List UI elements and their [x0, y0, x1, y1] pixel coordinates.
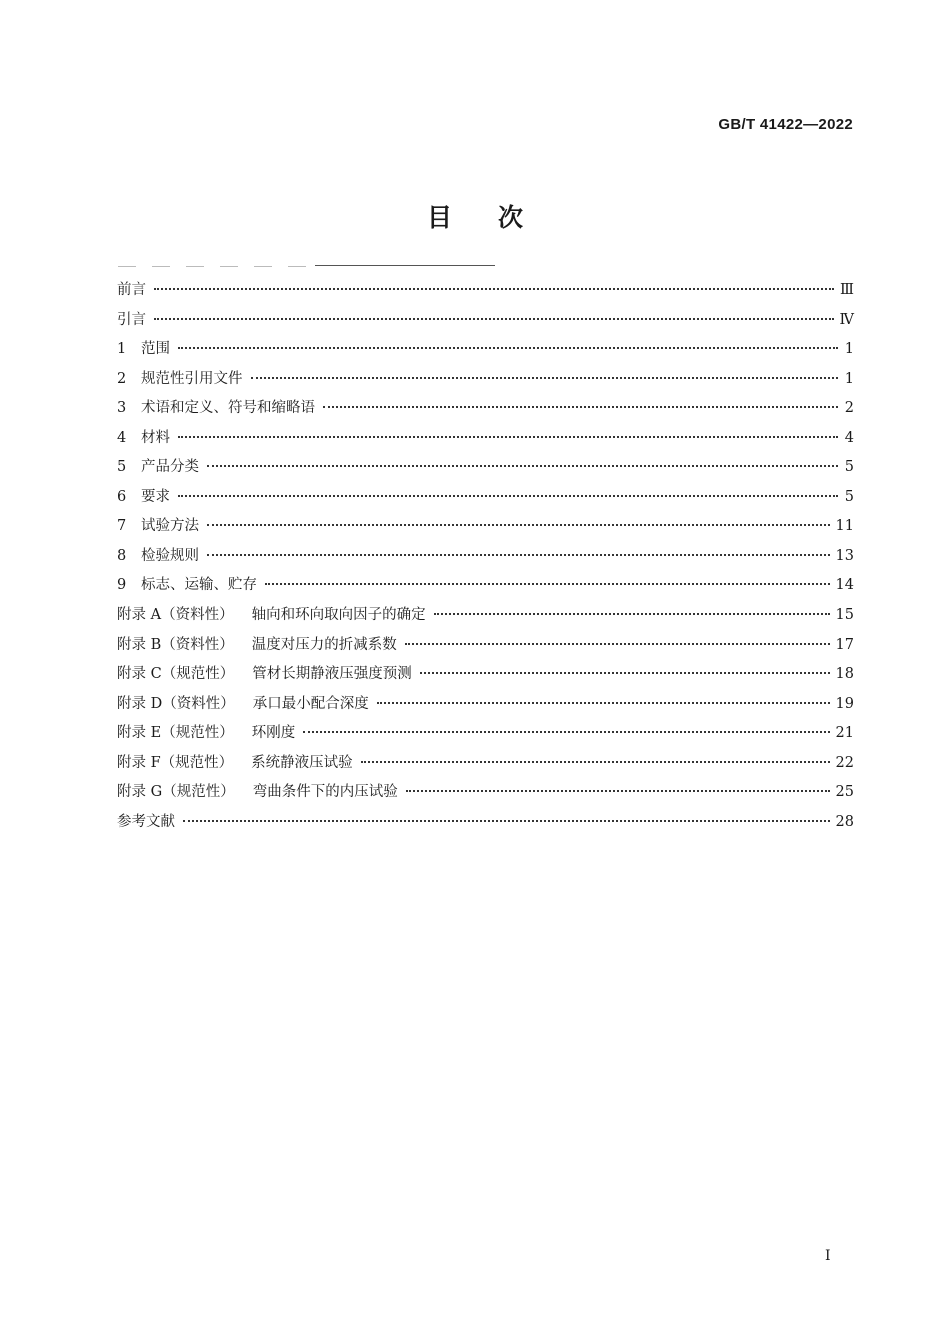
toc-entry-number: 4 — [117, 429, 127, 446]
toc-page-number: 5 — [844, 488, 854, 505]
scan-artifact — [118, 266, 308, 267]
toc-leader-dots — [377, 702, 830, 704]
toc-entry[interactable] — [117, 485, 854, 515]
toc-leader-dots — [406, 790, 830, 792]
toc-entry[interactable] — [117, 367, 854, 397]
toc-page-number: 13 — [835, 547, 854, 564]
toc-entry-label: 承口最小配合深度 — [252, 695, 369, 712]
toc-entry[interactable] — [117, 633, 854, 663]
toc-annex-type: 附录 D（资料性） — [117, 695, 235, 712]
toc-page-number: 21 — [835, 725, 854, 742]
toc-entry[interactable] — [117, 337, 854, 367]
toc-leader-dots — [265, 583, 830, 585]
toc-entry[interactable] — [117, 662, 854, 692]
toc-annex-type: 附录 A（资料性） — [117, 607, 234, 624]
toc-entry-label: 检验规则 — [141, 547, 199, 564]
toc-entry-label: 温度对压力的折减系数 — [251, 636, 397, 653]
toc-page-number: 19 — [835, 695, 854, 712]
toc-leader-dots — [207, 554, 830, 556]
toc-annex-type: 附录 B（资料性） — [117, 636, 234, 653]
toc-leader-dots — [207, 465, 838, 467]
toc-entry-number: 6 — [117, 488, 127, 505]
toc-entry-number: 3 — [117, 400, 127, 417]
toc-entry-label: 产品分类 — [141, 459, 199, 476]
toc-leader-dots — [154, 288, 834, 290]
toc-page-number: 1 — [844, 370, 854, 387]
toc-entry[interactable] — [117, 780, 854, 810]
scan-artifact-line — [315, 265, 495, 266]
toc-entry-label: 前言 — [117, 282, 146, 298]
toc-page-number: 4 — [844, 429, 854, 446]
toc-leader-dots — [303, 731, 829, 733]
toc-entry[interactable] — [117, 455, 854, 485]
toc-leader-dots — [183, 820, 830, 822]
toc-leader-dots — [251, 377, 839, 379]
toc-entry[interactable] — [117, 603, 854, 633]
toc-leader-dots — [405, 643, 830, 645]
toc-entry[interactable] — [117, 573, 854, 603]
toc-page-number: Ⅳ — [839, 311, 854, 328]
toc-entry[interactable] — [117, 544, 854, 574]
toc-page-number: Ⅲ — [840, 282, 854, 298]
toc-annex-type: 附录 G（规范性） — [117, 784, 235, 801]
toc-page-number: 18 — [835, 666, 854, 683]
toc-leader-dots — [323, 406, 838, 408]
standard-code: GB/T 41422—2022 — [718, 116, 853, 133]
toc-page-number: 5 — [844, 459, 854, 476]
toc-entry-label: 弯曲条件下的内压试验 — [252, 784, 398, 801]
toc-entry-label: 要求 — [141, 488, 170, 505]
toc-leader-dots — [178, 495, 838, 497]
toc-leader-dots — [178, 347, 838, 349]
toc-entry-number: 2 — [117, 370, 127, 387]
toc-entry-label: 标志、运输、贮存 — [141, 577, 257, 594]
toc-page-number: 25 — [835, 784, 854, 801]
toc-page-number: 17 — [835, 636, 854, 653]
toc-entry[interactable] — [117, 308, 854, 338]
toc-entry-label: 试验方法 — [141, 518, 199, 535]
toc-leader-dots — [178, 436, 838, 438]
toc-entry-number: 5 — [117, 459, 127, 476]
toc-leader-dots — [420, 672, 830, 674]
toc-entry[interactable] — [117, 514, 854, 544]
toc-annex-type: 附录 F（规范性） — [117, 754, 234, 771]
toc-entry[interactable] — [117, 278, 854, 308]
toc-entry-label: 材料 — [141, 429, 170, 446]
toc-entry-label: 轴向和环向取向因子的确定 — [251, 607, 426, 624]
toc-page-number: 28 — [835, 813, 854, 830]
toc-page-number: 1 — [844, 341, 854, 358]
toc-page-number: 14 — [835, 577, 854, 594]
toc-entry[interactable] — [117, 426, 854, 456]
toc-entry-label: 引言 — [117, 311, 146, 328]
toc-entry-label: 术语和定义、符号和缩略语 — [141, 400, 315, 417]
toc-entry-label: 参考文献 — [117, 813, 175, 830]
toc-entry[interactable] — [117, 751, 854, 781]
toc-leader-dots — [154, 318, 834, 320]
toc-entry-label: 环刚度 — [251, 725, 296, 742]
toc-leader-dots — [207, 524, 830, 526]
toc-entry[interactable] — [117, 721, 854, 751]
toc-entry-label: 管材长期静液压强度预测 — [252, 666, 412, 683]
toc-leader-dots — [361, 761, 830, 763]
toc-entry-number: 9 — [117, 577, 127, 594]
toc-annex-type: 附录 C（规范性） — [117, 666, 235, 683]
table-of-contents — [117, 278, 854, 839]
toc-annex-type: 附录 E（规范性） — [117, 725, 234, 742]
toc-title: 目次 — [426, 203, 569, 232]
toc-entry-number: 7 — [117, 518, 127, 535]
toc-entry[interactable] — [117, 396, 854, 426]
toc-entry-number: 8 — [117, 547, 127, 564]
toc-entry-label: 系统静液压试验 — [251, 754, 353, 771]
toc-entry-label: 规范性引用文件 — [141, 370, 243, 387]
page-folio: I — [825, 1248, 831, 1264]
toc-entry[interactable] — [117, 810, 854, 840]
toc-leader-dots — [434, 613, 830, 615]
toc-page-number: 2 — [844, 400, 854, 417]
toc-entry[interactable] — [117, 692, 854, 722]
toc-page-number: 22 — [835, 754, 854, 771]
toc-entry-label: 范围 — [141, 341, 170, 358]
toc-page-number: 15 — [835, 607, 854, 624]
toc-entry-number: 1 — [117, 341, 127, 358]
toc-page-number: 11 — [835, 518, 854, 535]
